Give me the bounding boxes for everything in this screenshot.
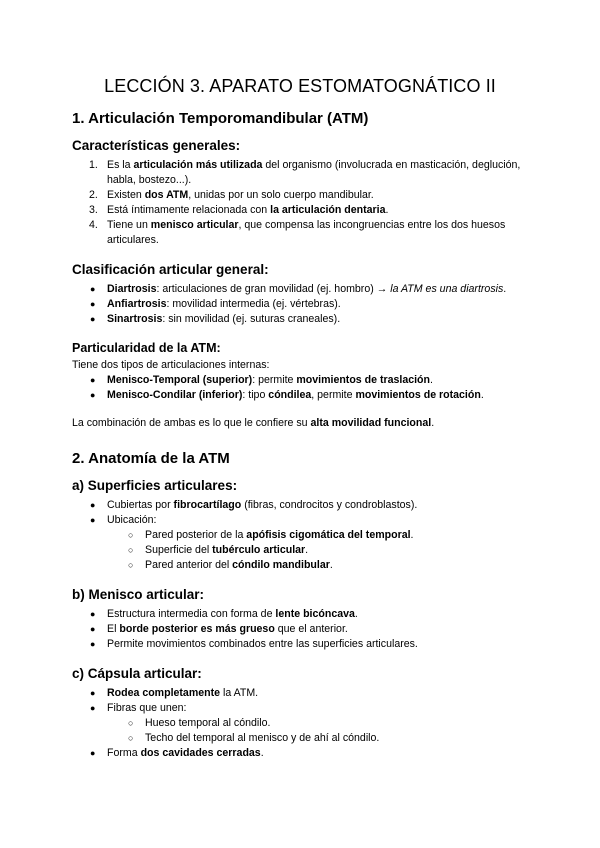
bold-text: movimientos de rotación xyxy=(355,389,481,401)
bold-text: alta movilidad funcional xyxy=(310,417,432,429)
bold-text: fibrocartílago xyxy=(173,499,242,511)
text: Forma xyxy=(107,747,141,759)
text: : permite xyxy=(252,374,297,386)
bullet-icon: ● xyxy=(90,703,96,713)
text: (fibras, condrocitos y condroblastos). xyxy=(241,499,418,511)
circle-bullet-icon: ○ xyxy=(128,718,134,728)
list-item xyxy=(72,203,528,218)
fibras-sublist xyxy=(72,716,528,746)
text: , permite xyxy=(311,389,356,401)
bullet-icon: ● xyxy=(90,515,96,525)
bold-text: dos cavidades cerradas xyxy=(140,747,261,759)
text: Ubicación: xyxy=(107,514,157,526)
bullet-icon: ● xyxy=(90,314,96,324)
text: . xyxy=(480,389,484,401)
list-item xyxy=(72,637,528,652)
text: que el anterior. xyxy=(274,623,348,635)
list-item xyxy=(72,388,528,403)
superficies-list xyxy=(72,498,528,528)
text: Hueso temporal al cóndilo. xyxy=(145,717,271,729)
bold-text: Diartrosis xyxy=(107,283,157,295)
text: la ATM. xyxy=(220,687,259,699)
section-1-heading: 1. Articulación Temporomandibular (ATM) xyxy=(72,110,369,127)
sub-list-item xyxy=(72,716,528,731)
list-item xyxy=(72,622,528,637)
text: : tipo xyxy=(242,389,269,401)
list-item xyxy=(72,158,528,188)
circle-bullet-icon: ○ xyxy=(128,545,134,555)
bullet-icon: ● xyxy=(90,500,96,510)
text: . xyxy=(305,544,309,556)
list-item xyxy=(72,607,528,622)
bold-text: borde posterior es más grueso xyxy=(119,623,275,635)
ubicacion-sublist xyxy=(72,528,528,573)
bold-text: la articulación dentaria xyxy=(270,204,386,216)
list-item xyxy=(72,701,528,716)
document-title: LECCIÓN 3. APARATO ESTOMATOGNÁTICO II xyxy=(104,76,496,96)
capsula-list xyxy=(72,686,528,716)
bullet-icon: ● xyxy=(90,639,96,649)
list-item xyxy=(72,312,528,327)
text: . xyxy=(260,747,264,759)
clasificacion-list xyxy=(72,282,528,327)
superficies-heading: a) Superficies articulares: xyxy=(72,478,238,493)
text: Pared posterior de la xyxy=(145,529,247,541)
bold-text: dos ATM xyxy=(144,189,189,201)
list-item xyxy=(72,746,528,761)
bold-text: movimientos de traslación xyxy=(296,374,430,386)
text: del organismo (involucrada en masticación, deglución, habla, bostezo...). xyxy=(107,159,521,186)
text: Está íntimamente relacionada con xyxy=(107,204,271,216)
sub-list-item xyxy=(72,528,528,543)
bullet-icon: ● xyxy=(90,390,96,400)
particularidad-heading: Particularidad de la ATM: xyxy=(72,341,221,355)
menisco-list xyxy=(72,607,528,652)
bullet-icon: ● xyxy=(90,748,96,758)
list-number: 1. xyxy=(89,159,98,171)
text: Permite movimientos combinados entre las superficies articulares. xyxy=(107,638,418,650)
italic-text: la ATM es una diartrosis xyxy=(390,283,504,295)
text: : articulaciones de gran movilidad (ej. hombro) → xyxy=(156,283,391,295)
list-item xyxy=(72,282,528,297)
text: . xyxy=(431,417,435,429)
bullet-icon: ● xyxy=(90,299,96,309)
text: Superficie del xyxy=(145,544,213,556)
particularidad-list xyxy=(72,373,528,403)
bold-text: articulación más utilizada xyxy=(133,159,263,171)
particularidad-closing xyxy=(72,416,528,431)
bold-text: apófisis cigomática del temporal xyxy=(246,529,411,541)
list-number: 2. xyxy=(89,189,98,201)
text: Es la xyxy=(107,159,134,171)
text: . xyxy=(329,559,333,571)
bold-text: Sinartrosis xyxy=(107,313,163,325)
capsula-heading: c) Cápsula articular: xyxy=(72,666,202,681)
text: . xyxy=(354,608,358,620)
bullet-icon: ● xyxy=(90,688,96,698)
bullet-icon: ● xyxy=(90,624,96,634)
bold-text: tubérculo articular xyxy=(212,544,306,556)
bold-text: cóndilea xyxy=(268,389,312,401)
bold-text: menisco articular xyxy=(150,219,239,231)
bullet-icon: ● xyxy=(90,375,96,385)
bold-text: cóndilo mandibular xyxy=(232,559,330,571)
bold-text: Anfiartrosis xyxy=(107,298,167,310)
bold-text: Rodea completamente xyxy=(107,687,221,699)
sub-list-item xyxy=(72,731,528,746)
bold-text: lente bicóncava xyxy=(275,608,355,620)
list-item xyxy=(72,188,528,203)
text: . xyxy=(503,283,507,295)
text: Existen xyxy=(107,189,145,201)
text: La combinación de ambas es lo que le confiere su xyxy=(72,417,311,429)
list-number: 4. xyxy=(89,219,98,231)
caracteristicas-heading: Características generales: xyxy=(72,138,241,153)
capsula-list-continued xyxy=(72,746,528,761)
text: Tiene un xyxy=(107,219,151,231)
list-item xyxy=(72,297,528,312)
bullet-icon: ● xyxy=(90,609,96,619)
text: El xyxy=(107,623,120,635)
clasificacion-heading: Clasificación articular general: xyxy=(72,262,269,277)
text: Fibras que unen: xyxy=(107,702,187,714)
text: . xyxy=(430,374,433,386)
list-item xyxy=(72,498,528,513)
menisco-heading: b) Menisco articular: xyxy=(72,587,205,602)
bullet-icon: ● xyxy=(90,284,96,294)
text: . xyxy=(385,204,389,216)
text: , que compensa las incongruencias entre los dos huesos articulares. xyxy=(107,219,506,246)
text: Estructura intermedia con forma de xyxy=(107,608,276,620)
circle-bullet-icon: ○ xyxy=(128,733,134,743)
circle-bullet-icon: ○ xyxy=(128,530,134,540)
list-number: 3. xyxy=(89,204,98,216)
list-item xyxy=(72,513,528,528)
text: Techo del temporal al menisco y de ahí al cóndilo. xyxy=(145,732,380,744)
text: Cubiertas por xyxy=(107,499,174,511)
text: , unidas por un solo cuerpo mandibular. xyxy=(188,189,374,201)
text: Pared anterior del xyxy=(145,559,233,571)
sub-list-item xyxy=(72,558,528,573)
bold-text: Menisco-Condilar (inferior) xyxy=(107,389,243,401)
particularidad-intro: Tiene dos tipos de articulaciones internas: xyxy=(72,359,270,371)
text: : sin movilidad (ej. suturas craneales). xyxy=(162,313,341,325)
list-item xyxy=(72,686,528,701)
bold-text: Menisco-Temporal (superior) xyxy=(107,374,253,386)
caracteristicas-list xyxy=(72,158,528,248)
list-item xyxy=(72,373,528,388)
circle-bullet-icon: ○ xyxy=(128,560,134,570)
text: : movilidad intermedia (ej. vértebras). xyxy=(166,298,341,310)
sub-list-item xyxy=(72,543,528,558)
list-item xyxy=(72,218,528,248)
section-2-heading: 2. Anatomía de la ATM xyxy=(72,450,230,467)
text: . xyxy=(410,529,414,541)
